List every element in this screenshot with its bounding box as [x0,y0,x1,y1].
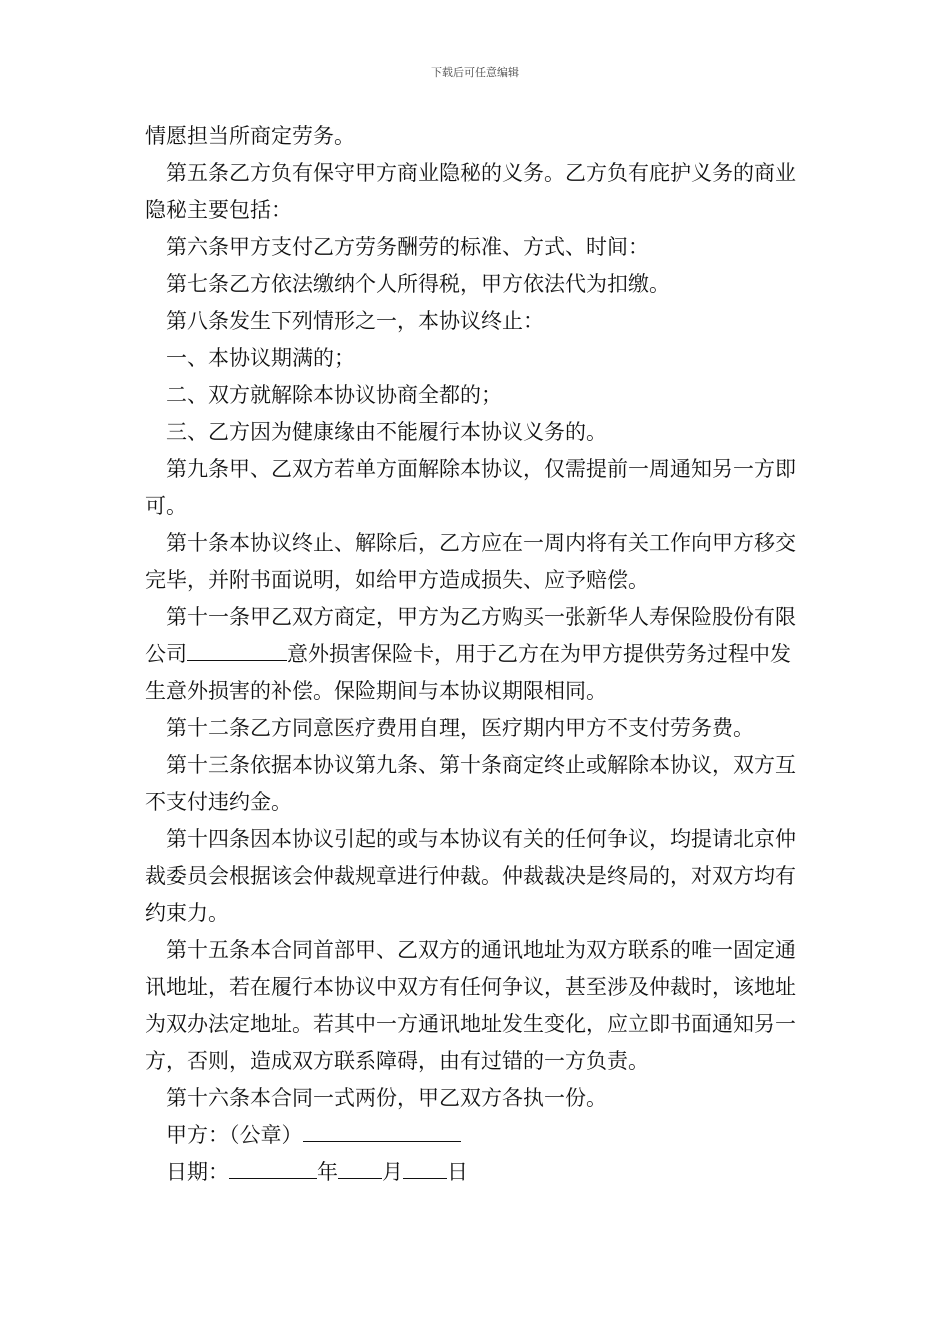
party-a-label: 甲方：（公章） [166,1123,303,1147]
party-a-seal-line [145,1117,810,1154]
insurance-card-blank[interactable] [187,638,287,661]
article-7: 第七条乙方依法缴纳个人所得税，甲方依法代为扣缴。 [166,272,670,296]
day-blank[interactable] [403,1156,447,1179]
party-a-seal-blank[interactable] [303,1119,461,1142]
article-6: 第六条甲方支付乙方劳务酬劳的标准、方式、时间： [166,235,649,259]
month-label: 月 [382,1160,403,1184]
article-8: 第八条发生下列情形之一，本协议终止： [166,309,544,333]
date-line [145,1154,810,1191]
article-13: 第十三条依据本协议第九条、第十条商定终止或解除本协议，双方互不支付违约金。 [145,753,796,814]
article-11 [145,599,810,710]
article-16: 第十六条本合同一式两份，甲乙双方各执一份。 [166,1086,607,1110]
article-8-item-3: 三、乙方因为健康缘由不能履行本协议义务的。 [166,420,607,444]
year-blank[interactable] [229,1156,317,1179]
contract-body [145,118,810,1191]
article-10: 第十条本协议终止、解除后，乙方应在一周内将有关工作向甲方移交完毕，并附书面说明，如给甲方造成损失、应予赔偿。 [145,531,796,592]
article-11-part-1: 第十一条甲乙双方商定，甲方为乙方购买一张新华人寿保险股份有限公司 [145,605,796,666]
month-blank[interactable] [338,1156,382,1179]
year-label: 年 [317,1160,338,1184]
article-5: 第五条乙方负有保守甲方商业隐秘的义务。乙方负有庇护义务的商业隐秘主要包括： [145,161,796,222]
article-12: 第十二条乙方同意医疗费用自理，医疗期内甲方不支付劳务费。 [166,716,754,740]
page-header-note: 下载后可任意编辑 [431,66,519,79]
day-label: 日 [447,1160,468,1184]
article-9: 第九条甲、乙双方若单方面解除本协议，仅需提前一周通知另一方即可。 [145,457,796,518]
paragraph-continuation: 情愿担当所商定劳务。 [145,124,355,148]
article-14: 第十四条因本协议引起的或与本协议有关的任何争议，均提请北京仲裁委员会根据该会仲裁规章进行仲裁。仲裁裁决是终局的，对双方均有约束力。 [145,827,796,925]
article-8-item-1: 一、本协议期满的； [166,346,355,370]
article-8-item-2: 二、双方就解除本协议协商全都的； [166,383,502,407]
date-label: 日期： [166,1160,229,1184]
article-15: 第十五条本合同首部甲、乙双方的通讯地址为双方联系的唯一固定通讯地址，若在履行本协议中双方有任何争议，甚至涉及仲裁时，该地址为双办法定地址。若其中一方通讯地址发生变化，应立即书面通知另一方，否则，造成双方联系障碍，由有过错的一方负责。 [145,938,796,1073]
article-11-part-2: 意外损害保险卡，用于乙方在为甲方提供劳务过程中发生意外损害的补偿。保险期间与本协议期限相同。 [145,642,791,703]
